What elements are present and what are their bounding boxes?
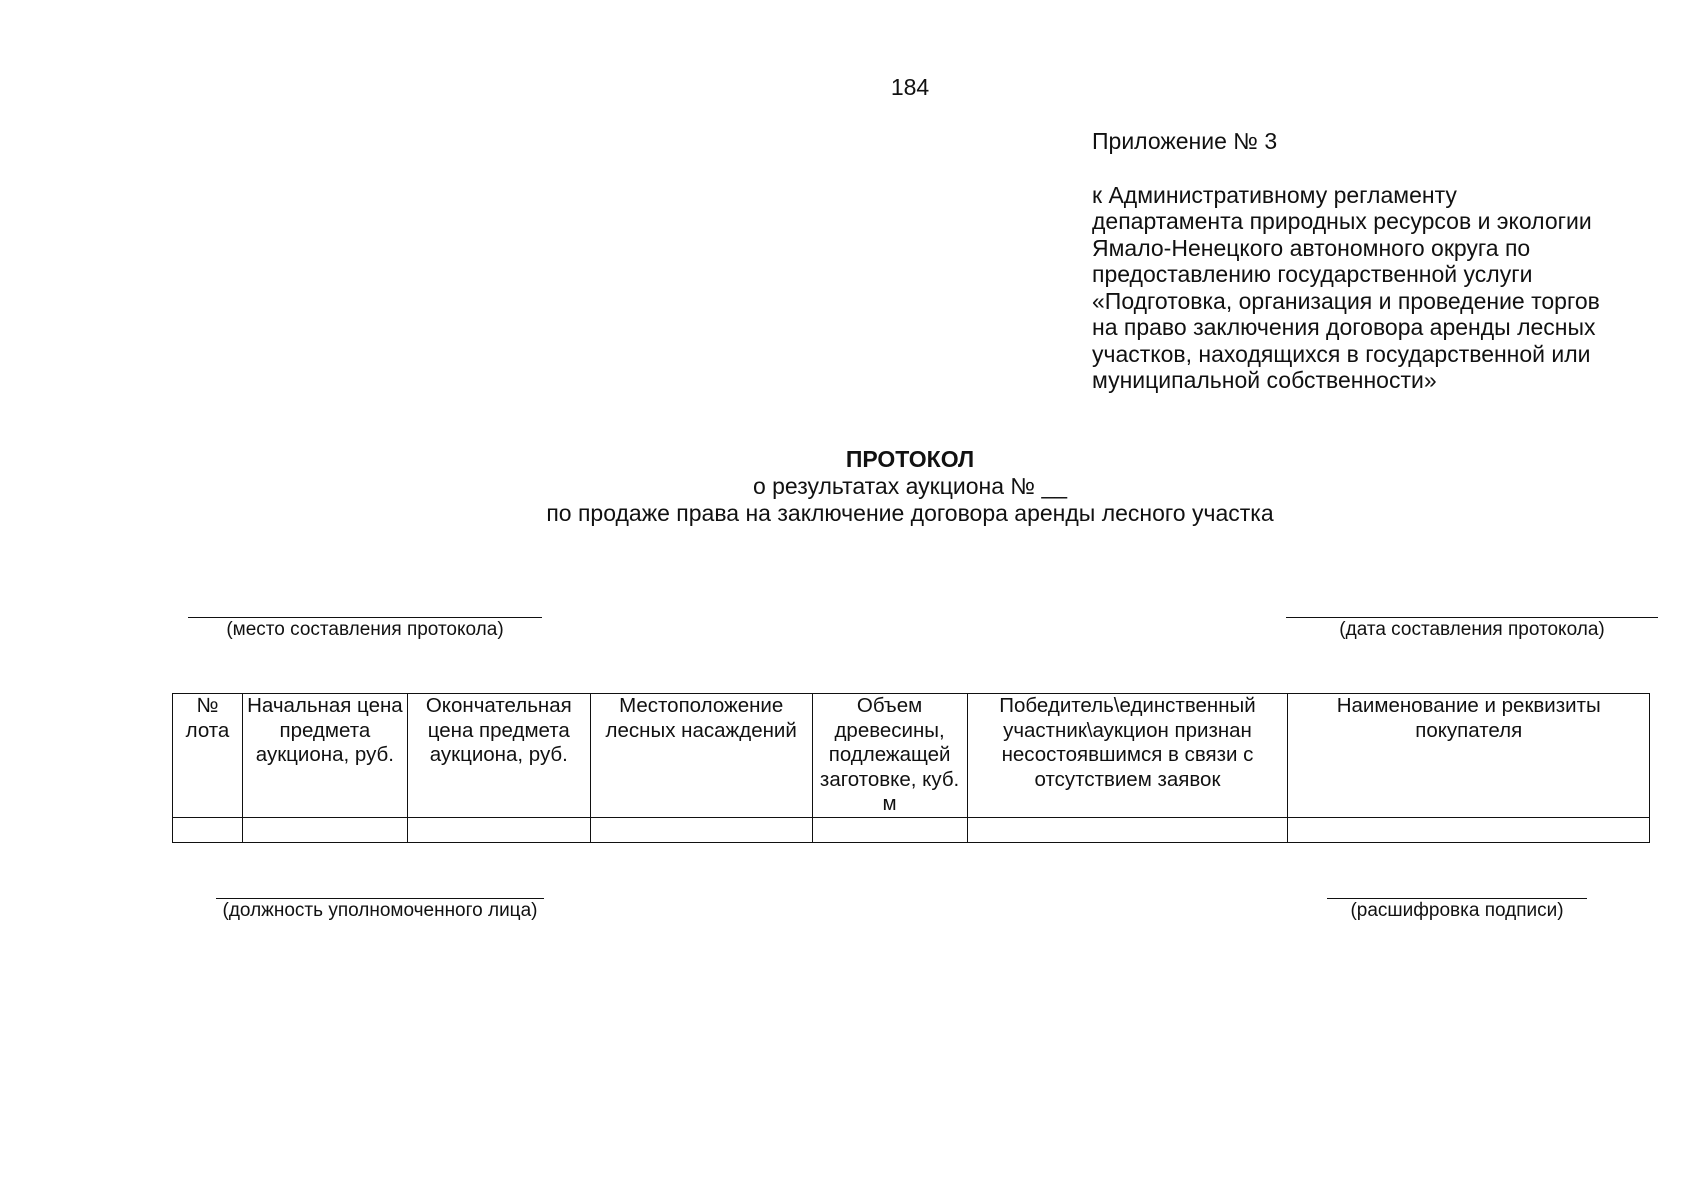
table-cell	[242, 817, 407, 842]
appendix-line: на право заключения договора аренды лесных	[1092, 314, 1596, 340]
appendix-line: участков, находящихся в государственной или	[1092, 340, 1591, 367]
date-line	[1286, 617, 1658, 618]
place-line	[188, 617, 542, 618]
date-field	[1286, 617, 1658, 641]
signature-decoding-caption: (расшифровка подписи)	[1350, 900, 1564, 921]
appendix-line: предоставлению государственной услуги	[1092, 261, 1533, 287]
table-cell	[1288, 817, 1650, 842]
column-header-final-price: Окончательная цена предмета аукциона, руб.	[407, 694, 590, 818]
page-number: 184	[890, 74, 930, 100]
appendix-line: департамента природных ресурсов и экологии	[1092, 208, 1592, 234]
signature-decoding-field	[1327, 898, 1587, 922]
appendix-line: «Подготовка, организация и проведение торгов	[1092, 287, 1600, 314]
protocol-title: ПРОТОКОЛ	[845, 446, 975, 472]
appendix-line: Ямало-Ненецкого автономного округа по	[1092, 234, 1531, 261]
table-row	[173, 817, 1650, 842]
table-cell	[590, 817, 812, 842]
column-header-winner: Победитель\единственный участник\аукцион признан несостоявшимся в связи с отсутствием заявок	[967, 694, 1288, 818]
table-header-row	[173, 694, 1650, 818]
position-caption: (должность уполномоченного лица)	[222, 900, 538, 921]
table-cell	[967, 817, 1288, 842]
protocol-subtitle-2: по продаже права на заключение договора аренды лесного участка	[546, 500, 1274, 526]
column-header-buyer: Наименование и реквизиты покупателя	[1288, 694, 1650, 818]
auction-results-table	[172, 693, 1650, 843]
table-cell	[812, 817, 967, 842]
appendix-line: к Административному регламенту	[1092, 181, 1457, 208]
signature-decoding-line	[1327, 898, 1587, 899]
column-header-lot-number: № лота	[173, 694, 243, 818]
table-cell	[407, 817, 590, 842]
column-header-location: Местоположение лесных насаждений	[590, 694, 812, 818]
place-caption: (место составления протокола)	[226, 619, 504, 640]
appendix-block	[1092, 128, 1682, 394]
protocol-subtitle: о результатах аукциона № __	[752, 473, 1068, 499]
position-line	[216, 898, 544, 899]
table-cell	[173, 817, 243, 842]
column-header-timber-volume: Объем древесины, подлежащей заготовке, куб. м	[812, 694, 967, 818]
date-caption: (дата составления протокола)	[1339, 619, 1605, 640]
appendix-line: муниципальной собственности»	[1092, 367, 1437, 393]
appendix-title: Приложение № 3	[1092, 128, 1278, 154]
appendix-body	[1092, 182, 1682, 394]
column-header-start-price: Начальная цена предмета аукциона, руб.	[242, 694, 407, 818]
document-heading	[0, 446, 1697, 527]
place-field	[188, 617, 542, 641]
position-field	[216, 898, 544, 922]
